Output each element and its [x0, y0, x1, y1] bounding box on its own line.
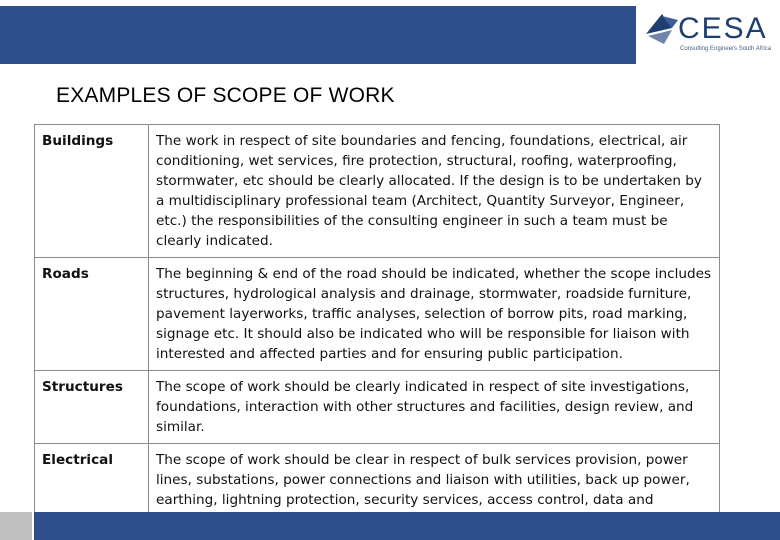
category-cell: Buildings [35, 125, 149, 258]
description-cell: The beginning & end of the road should be indicated, whether the scope includes structures, hydrological analysis and drainage, stormwater, roadside furniture, pavement layerworks, traffic analyses, selection of borrow pits, road marking, signage etc. It should also be indicated who will be responsible for liaison with interested and affected parties and for ensuring public participation. [149, 258, 720, 371]
footer-square [0, 512, 32, 540]
table-row [35, 371, 720, 444]
header-banner [0, 6, 636, 64]
category-cell: Roads [35, 258, 149, 371]
description-cell: The scope of work should be clear in respect of bulk services provision, power lines, substations, power connections and liaison with utilities, back up power, earthing, lightning protection, security services, access control, data and [149, 444, 720, 537]
description-cell: The work in respect of site boundaries and fencing, foundations, electrical, air conditioning, wet services, fire protection, structural, roofing, waterproofing, stormwater, etc should be clearly allocated. If the design is to be undertaken by a multidisciplinary professional team (Architect, Quantity Surveyor, Engineer, etc.) the responsibilities of the consulting engineer in such a team must be clearly indicated. [149, 125, 720, 258]
table-row [35, 258, 720, 371]
logo-wordmark: CESA [678, 12, 768, 45]
footer-banner [34, 512, 780, 540]
category-cell: Electrical [35, 444, 149, 537]
cesa-logo [642, 8, 774, 58]
category-cell: Structures [35, 371, 149, 444]
table-row [35, 125, 720, 258]
scope-table [34, 124, 720, 537]
page-title: EXAMPLES OF SCOPE OF WORK [56, 84, 395, 107]
logo-subtitle: Consulting Engineers South Africa [680, 46, 772, 52]
description-cell: The scope of work should be clearly indicated in respect of site investigations, foundations, interaction with other structures and facilities, design review, and similar. [149, 371, 720, 444]
cesa-globe-icon [642, 10, 682, 50]
